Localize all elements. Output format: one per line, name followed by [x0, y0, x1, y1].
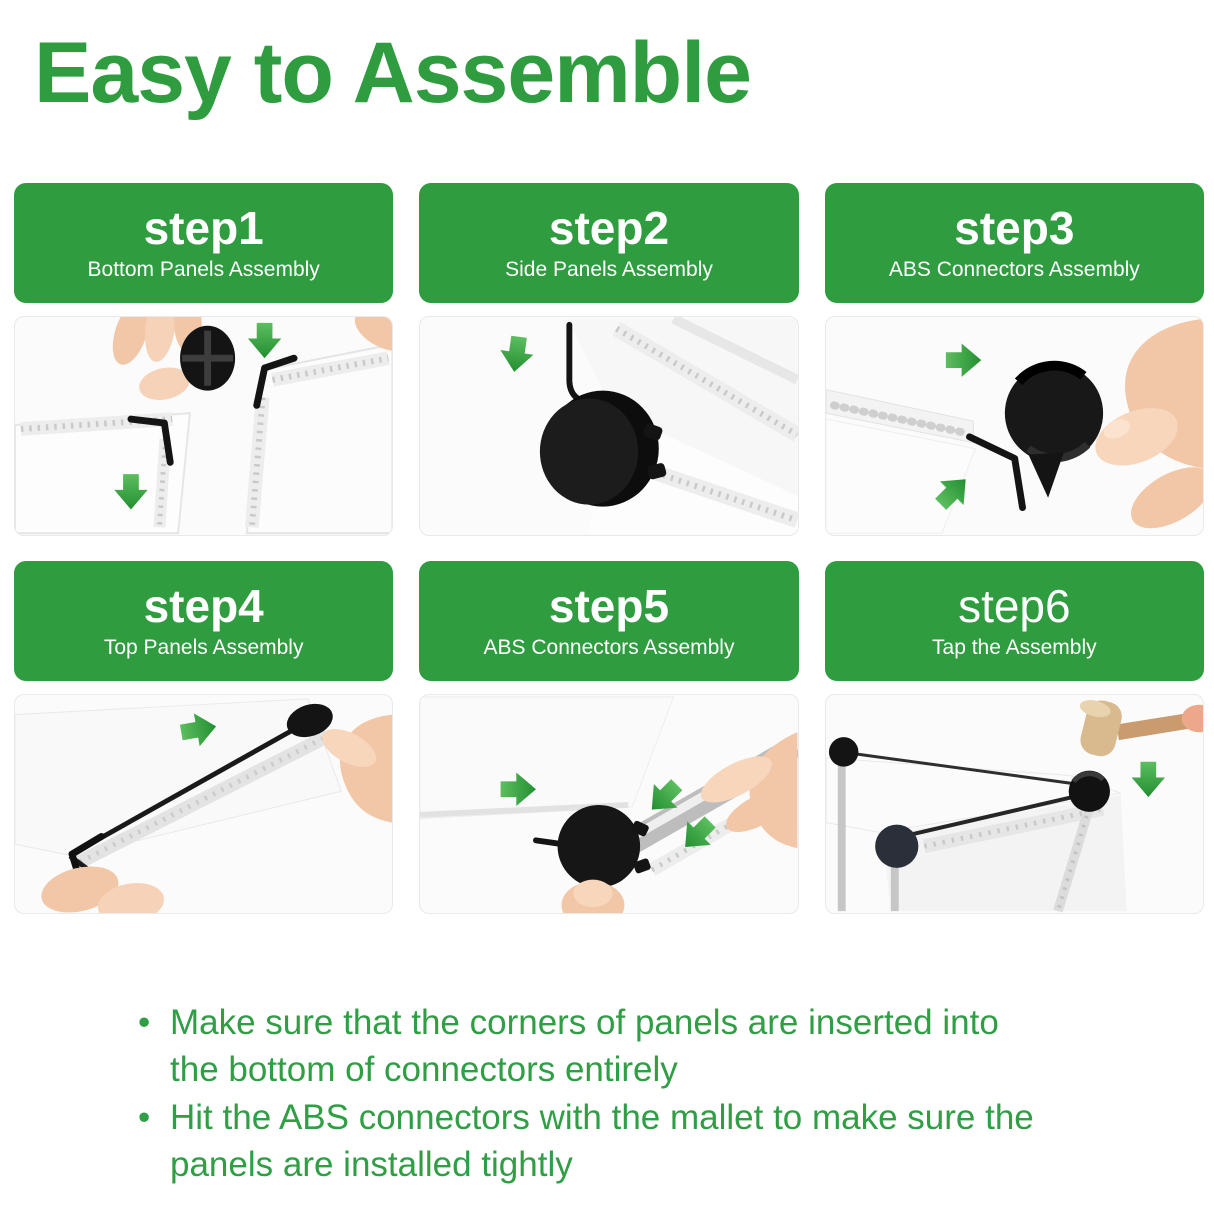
bottom-panels-assembly-illustration: [15, 317, 392, 535]
step4-number: step4: [143, 580, 264, 633]
abs-connector-disc: [558, 805, 641, 888]
arrow-right-icon: [946, 343, 981, 376]
step2-photo: [419, 316, 798, 536]
step6-caption: Tap the Assembly: [932, 636, 1097, 660]
note-item: • Hit the ABS connectors with the mallet to make sure the panels are installed tightly: [138, 1094, 1038, 1189]
step3-header: [825, 183, 1204, 303]
step-card-2: [419, 183, 798, 561]
step2-number: step2: [548, 202, 670, 255]
side-panels-assembly-illustration: [420, 317, 797, 535]
step4-caption: Top Panels Assembly: [103, 636, 304, 660]
step6-photo: [825, 694, 1204, 914]
arrow-down-icon: [1131, 761, 1164, 796]
step4-header: [14, 561, 393, 681]
arrow-down-icon: [248, 322, 281, 357]
abs-connectors-assembly-illustration-2: [420, 695, 797, 913]
step6-number: step6: [958, 580, 1071, 633]
step1-caption: Bottom Panels Assembly: [87, 258, 320, 282]
assembly-notes: [138, 999, 1038, 1189]
step-card-3: [825, 183, 1204, 561]
step3-caption: ABS Connectors Assembly: [888, 258, 1140, 282]
hand: [340, 714, 392, 822]
step3-photo: [825, 316, 1204, 536]
step2-header: [419, 183, 798, 303]
step1-header: [14, 183, 393, 303]
step-card-5: [419, 561, 798, 939]
panel-corner-wire: [969, 436, 1022, 507]
disc-connector: [875, 824, 918, 867]
step5-number: step5: [548, 580, 670, 633]
steps-grid: [14, 183, 1204, 939]
step1-photo: [14, 316, 393, 536]
wooden-mallet: [1077, 697, 1203, 759]
step-card-6: [825, 561, 1204, 939]
page-title: Easy to Assemble: [34, 25, 751, 121]
step3-number: step3: [954, 202, 1075, 255]
step4-photo: [14, 694, 393, 914]
step6-header: [825, 561, 1204, 681]
abs-connector-disc: [540, 398, 638, 504]
tap-the-assembly-illustration: [826, 695, 1203, 913]
step5-photo: [419, 694, 798, 914]
step5-header: [419, 561, 798, 681]
top-panels-assembly-illustration: [15, 695, 392, 913]
step-card-1: [14, 183, 393, 561]
corner-ball-connector: [829, 737, 858, 766]
step5-caption: ABS Connectors Assembly: [483, 636, 735, 660]
step1-number: step1: [143, 202, 264, 255]
note-item: • Make sure that the corners of panels are inserted into the bottom of connectors entirely: [138, 999, 1038, 1094]
arrow-down-icon: [498, 334, 536, 374]
abs-connectors-assembly-illustration: [826, 317, 1203, 535]
step-card-4: [14, 561, 393, 939]
step2-caption: Side Panels Assembly: [505, 258, 713, 282]
